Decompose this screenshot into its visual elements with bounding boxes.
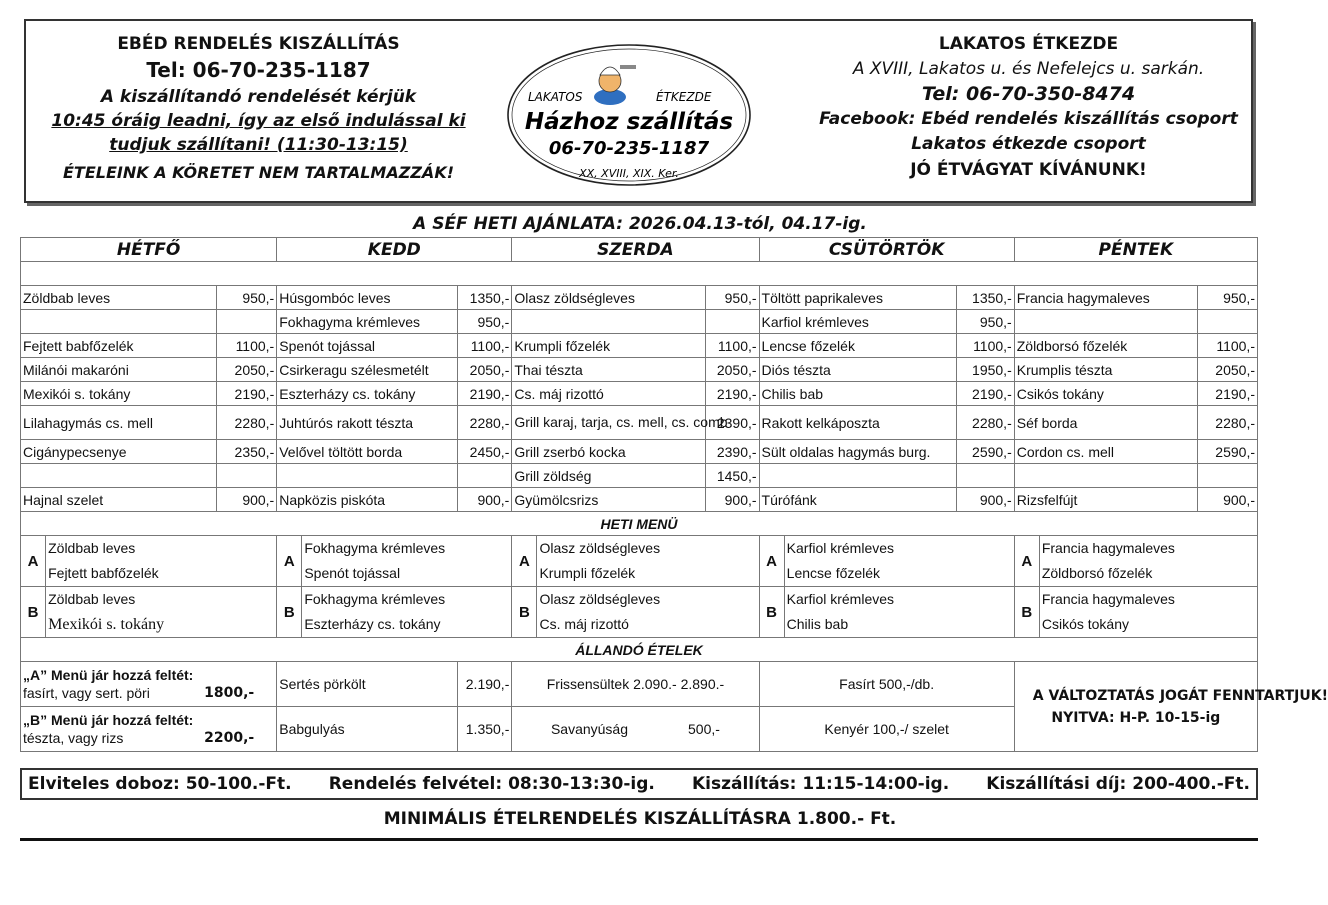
dish-name: Grill karaj, tarja, cs. mell, cs. comb	[512, 406, 706, 440]
menu-letter-b: B	[759, 587, 784, 638]
header-left-phone: Tel: 06-70-235-1187	[146, 58, 371, 82]
weekly-soup: Karfiol krémleves	[786, 540, 895, 556]
dish-name	[759, 464, 957, 488]
menu-letter-a: A	[277, 536, 302, 587]
dish-price: 2280,-	[458, 406, 512, 440]
dish-price: 900,-	[706, 488, 759, 512]
permanent-item: Fasírt 500,-/db.	[759, 662, 1014, 707]
weekly-main: Csikós tokány	[1041, 616, 1129, 632]
weekly-soup: Fokhagyma krémleves	[304, 591, 446, 607]
header-left-line6: ÉTELEINK A KÖRETET NEM TARTALMAZZÁK!	[62, 163, 455, 182]
pickles-price: 500,-	[688, 721, 720, 737]
dish-price: 2050,-	[706, 358, 759, 382]
dish-name: Eszterházy cs. tokány	[277, 382, 458, 406]
dish-price: 2280,-	[1197, 406, 1257, 440]
spacer-cell	[21, 262, 1258, 286]
dish-name: Zöldborsó főzelék	[1014, 334, 1197, 358]
dish-name: Juhtúrós rakott tészta	[277, 406, 458, 440]
dish-name: Csikós tokány	[1014, 382, 1197, 406]
dish-name: Cordon cs. mell	[1014, 440, 1197, 464]
weekly-soup: Zöldbab leves	[48, 540, 136, 556]
dish-name	[1014, 464, 1197, 488]
weekly-main: Spenót tojással	[304, 565, 401, 581]
dish-name: Rizsfelfújt	[1014, 488, 1197, 512]
dish-price	[957, 464, 1014, 488]
menu-table	[20, 237, 1328, 752]
dish-price: 950,-	[706, 286, 759, 310]
dish-name: Grill zöldség	[512, 464, 706, 488]
permanent-price: 1.350,-	[458, 707, 512, 752]
dish-price: 1350,-	[458, 286, 512, 310]
menu-b-deal-title: „B” Menü jár hozzá feltét:	[23, 712, 194, 728]
dish-price: 2450,-	[458, 440, 512, 464]
header-left	[26, 21, 491, 182]
dish-price	[458, 464, 512, 488]
dish-name: Lencse főzelék	[759, 334, 957, 358]
footer-delivery-time: Kiszállítás: 11:15-14:00-ig.	[691, 774, 950, 794]
dish-name: Velővel töltött borda	[277, 440, 458, 464]
header-left-line3: A kiszállítandó rendelését kérjük	[100, 87, 417, 107]
dish-price: 950,-	[957, 310, 1014, 334]
weekly-menu-items	[1039, 587, 1257, 638]
dish-name: Séf borda	[1014, 406, 1197, 440]
permanent-row	[21, 662, 1258, 707]
menu-a-deal-price: 1800,-	[204, 685, 255, 701]
dish-price: 1100,-	[458, 334, 512, 358]
dish-price	[1197, 310, 1257, 334]
weekly-menu-a-row	[21, 536, 1258, 587]
dish-price: 2590,-	[1197, 440, 1257, 464]
dish-price: 1100,-	[1197, 334, 1257, 358]
weekly-menu-b-row	[21, 587, 1258, 638]
weekly-soup: Fokhagyma krémleves	[304, 540, 446, 556]
dish-name: Rakott kelkáposzta	[759, 406, 957, 440]
dish-price: 950,-	[216, 286, 276, 310]
dish-name: Thai tészta	[512, 358, 706, 382]
weekly-soup: Francia hagymaleves	[1041, 591, 1175, 607]
menu-row	[21, 440, 1258, 464]
dish-name	[1014, 310, 1197, 334]
opening-hours: NYITVA: H-P. 10-15-ig	[1051, 709, 1221, 726]
dish-name: Grill zserbó kocka	[512, 440, 706, 464]
weekly-soup: Francia hagymaleves	[1041, 540, 1175, 556]
menu-letter-a: A	[759, 536, 784, 587]
dish-price: 2190,-	[1197, 382, 1257, 406]
day-header-csutortok: CSÜTÖRTÖK	[759, 238, 1014, 262]
dish-name: Zöldbab leves	[21, 286, 217, 310]
menu-letter-a: A	[512, 536, 537, 587]
dish-price: 950,-	[458, 310, 512, 334]
dish-name: Cigánypecsenye	[21, 440, 217, 464]
dish-price: 900,-	[957, 488, 1014, 512]
permanent-item: Sertés pörkölt	[277, 662, 458, 707]
dish-name: Gyümölcsrizs	[512, 488, 706, 512]
permanent-price: 2.190,-	[458, 662, 512, 707]
dish-price: 900,-	[1197, 488, 1257, 512]
menu-letter-b: B	[1014, 587, 1039, 638]
dish-name: Lilahagymás cs. mell	[21, 406, 217, 440]
menu-row	[21, 406, 1258, 440]
dish-price: 900,-	[458, 488, 512, 512]
dish-price: 2280,-	[216, 406, 276, 440]
day-header-row	[21, 238, 1258, 262]
dish-name: Fokhagyma krémleves	[277, 310, 458, 334]
header-right-facebook: Facebook: Ebéd rendelés kiszállítás csoport	[819, 109, 1238, 129]
permanent-title-row	[21, 638, 1258, 662]
spacer-row	[21, 262, 1258, 286]
weekly-main: Zöldborsó főzelék	[1041, 565, 1153, 581]
dish-name: Húsgombóc leves	[277, 286, 458, 310]
menu-letter-a: A	[1014, 536, 1039, 587]
permanent-item: Babgulyás	[277, 707, 458, 752]
dish-price: 2190,-	[957, 382, 1014, 406]
day-header-pentek: PÉNTEK	[1014, 238, 1257, 262]
dish-price	[1197, 464, 1257, 488]
dish-name: Töltött paprikaleves	[759, 286, 957, 310]
header-left-line5: tudjuk szállítani! (11:30-13:15)	[109, 135, 408, 155]
dish-price	[706, 310, 759, 334]
dish-price: 2050,-	[1197, 358, 1257, 382]
menu-row	[21, 286, 1258, 310]
dish-name: Mexikói s. tokány	[21, 382, 217, 406]
header-right-group: Lakatos étkezde csoport	[911, 134, 1146, 154]
dish-price: 1100,-	[216, 334, 276, 358]
header-box	[24, 19, 1253, 203]
dish-name	[21, 464, 217, 488]
weekly-menu-items	[784, 587, 1014, 638]
dish-name: Krumpli főzelék	[512, 334, 706, 358]
weekly-menu-items	[537, 587, 759, 638]
dish-name: Diós tészta	[759, 358, 957, 382]
dish-name	[277, 464, 458, 488]
weekly-soup: Karfiol krémleves	[786, 591, 895, 607]
pickles-label: Savanyúság	[550, 721, 629, 737]
dish-name: Krumplis tészta	[1014, 358, 1197, 382]
dish-name: Napközis piskóta	[277, 488, 458, 512]
menu-row	[21, 464, 1258, 488]
header-right-phone: Tel: 06-70-350-8474	[921, 83, 1136, 105]
header-right-line6: JÓ ÉTVÁGYAT KÍVÁNUNK!	[910, 160, 1147, 180]
menu-row	[21, 310, 1258, 334]
footer-order-time: Rendelés felvétel: 08:30-13:30-ig.	[328, 774, 655, 794]
menu-row	[21, 382, 1258, 406]
weekly-main: Eszterházy cs. tokány	[304, 616, 441, 632]
rights-note: A VÁLTOZTATÁS JOGÁT FENNTARTJUK!	[1032, 687, 1328, 704]
weekly-menu-items	[302, 587, 512, 638]
footer-box-price: Elviteles doboz: 50-100.-Ft.	[28, 774, 292, 794]
menu-a-deal-text: fasírt, vagy sert. pöri	[23, 685, 150, 701]
dish-price: 2190,-	[216, 382, 276, 406]
weekly-menu-items	[46, 536, 277, 587]
day-header-hetfo: HÉTFŐ	[21, 238, 277, 262]
menu-letter-a: A	[21, 536, 46, 587]
menu-letter-b: B	[21, 587, 46, 638]
permanent-item: Frissensültek 2.090.- 2.890.-	[512, 662, 759, 707]
menu-a-deal-title: „A” Menü jár hozzá feltét:	[23, 667, 194, 683]
dish-name: Karfiol krémleves	[759, 310, 957, 334]
logo-etkezde: ÉTKEZDE	[656, 90, 712, 104]
dish-name: Francia hagymaleves	[1014, 286, 1197, 310]
menu-row	[21, 488, 1258, 512]
weekly-menu-title: HETI MENÜ	[21, 512, 1258, 536]
footer-box	[20, 768, 1258, 800]
weekly-menu-items	[784, 536, 1014, 587]
menu-b-deal-price: 2200,-	[204, 730, 255, 746]
footer-delivery-fee: Kiszállítási díj: 200-400.-Ft.	[986, 774, 1250, 794]
menu-b-deal	[21, 707, 277, 752]
logo-districts: XX, XVIII, XIX. Ker.	[579, 167, 679, 180]
logo-main-text: Házhoz szállítás	[524, 109, 734, 135]
dish-name: Túrófánk	[759, 488, 957, 512]
day-header-szerda: SZERDA	[512, 238, 759, 262]
dish-name: Cs. máj rizottó	[512, 382, 706, 406]
dish-price: 2190,-	[706, 382, 759, 406]
weekly-soup: Olasz zöldségleves	[539, 540, 661, 556]
weekly-menu-items	[537, 536, 759, 587]
menu-row	[21, 358, 1258, 382]
dish-price: 2050,-	[216, 358, 276, 382]
dish-price: 1450,-	[706, 464, 759, 488]
header-right-address: A XVIII, Lakatos u. és Nefelejcs u. sarkán.	[852, 59, 1205, 79]
menu-a-deal	[21, 662, 277, 707]
dish-name: Chilis bab	[759, 382, 957, 406]
dish-price: 2190,-	[458, 382, 512, 406]
weekly-main: Krumpli főzelék	[539, 565, 636, 581]
weekly-main: Cs. máj rizottó	[539, 616, 629, 632]
weekly-main: Mexikói s. tokány	[48, 616, 165, 633]
dish-name	[21, 310, 217, 334]
dish-name: Milánói makaróni	[21, 358, 217, 382]
permanent-item: Kenyér 100,-/ szelet	[759, 707, 1014, 752]
dish-price: 950,-	[1197, 286, 1257, 310]
dish-price: 2590,-	[957, 440, 1014, 464]
dish-price: 1350,-	[957, 286, 1014, 310]
dish-price: 900,-	[216, 488, 276, 512]
delivery-logo	[492, 33, 766, 193]
menu-letter-b: B	[512, 587, 537, 638]
day-header-kedd: KEDD	[277, 238, 512, 262]
dish-name: Fejtett babfőzelék	[21, 334, 217, 358]
chef-icon	[594, 65, 636, 105]
weekly-soup: Olasz zöldségleves	[539, 591, 661, 607]
dish-price	[216, 310, 276, 334]
menu-b-deal-text: tészta, vagy rizs	[23, 730, 124, 746]
dish-name	[512, 310, 706, 334]
dish-name: Olasz zöldségleves	[512, 286, 706, 310]
dish-price	[216, 464, 276, 488]
dish-price: 1100,-	[957, 334, 1014, 358]
dish-name: Csirkeragu szélesmetélt	[277, 358, 458, 382]
weekly-main: Fejtett babfőzelék	[48, 565, 159, 581]
weekly-main: Lencse főzelék	[786, 565, 881, 581]
weekly-offer-title: A SÉF HETI AJÁNLATA: 2026.04.13-tól, 04.17-ig.	[413, 214, 867, 234]
weekly-main: Chilis bab	[786, 616, 849, 632]
dish-price: 2050,-	[458, 358, 512, 382]
dish-price: 1950,-	[957, 358, 1014, 382]
dish-name: Hajnal szelet	[21, 488, 217, 512]
info-note	[1014, 662, 1328, 752]
permanent-item	[512, 707, 759, 752]
menu-letter-b: B	[277, 587, 302, 638]
weekly-soup: Zöldbab leves	[48, 591, 136, 607]
header-left-line4: 10:45 óráig leadni, így az első indulással ki	[51, 111, 466, 131]
dish-price: 1100,-	[706, 334, 759, 358]
weekly-menu-items	[302, 536, 512, 587]
dish-price: 2390,-	[706, 406, 759, 440]
weekly-menu-title-row	[21, 512, 1258, 536]
weekly-menu-items	[1039, 536, 1257, 587]
logo-phone: 06-70-235-1187	[548, 138, 710, 159]
minimum-order: MINIMÁLIS ÉTELRENDELÉS KISZÁLLÍTÁSRA 1.800.- Ft.	[383, 809, 897, 829]
weekly-menu-items	[46, 587, 277, 638]
header-left-line1: EBÉD RENDELÉS KISZÁLLÍTÁS	[117, 34, 400, 54]
dish-price: 2280,-	[957, 406, 1014, 440]
dish-name: Sült oldalas hagymás burg.	[759, 440, 957, 464]
dish-price: 2390,-	[706, 440, 759, 464]
header-right-line1: LAKATOS ÉTKEZDE	[938, 34, 1119, 54]
dish-name: Spenót tojással	[277, 334, 458, 358]
bottom-divider	[20, 838, 1258, 841]
header-right	[786, 21, 1271, 180]
permanent-title: ÁLLANDÓ ÉTELEK	[21, 638, 1258, 662]
logo-lakatos: LAKATOS	[528, 90, 583, 104]
menu-row	[21, 334, 1258, 358]
dish-price: 2350,-	[216, 440, 276, 464]
